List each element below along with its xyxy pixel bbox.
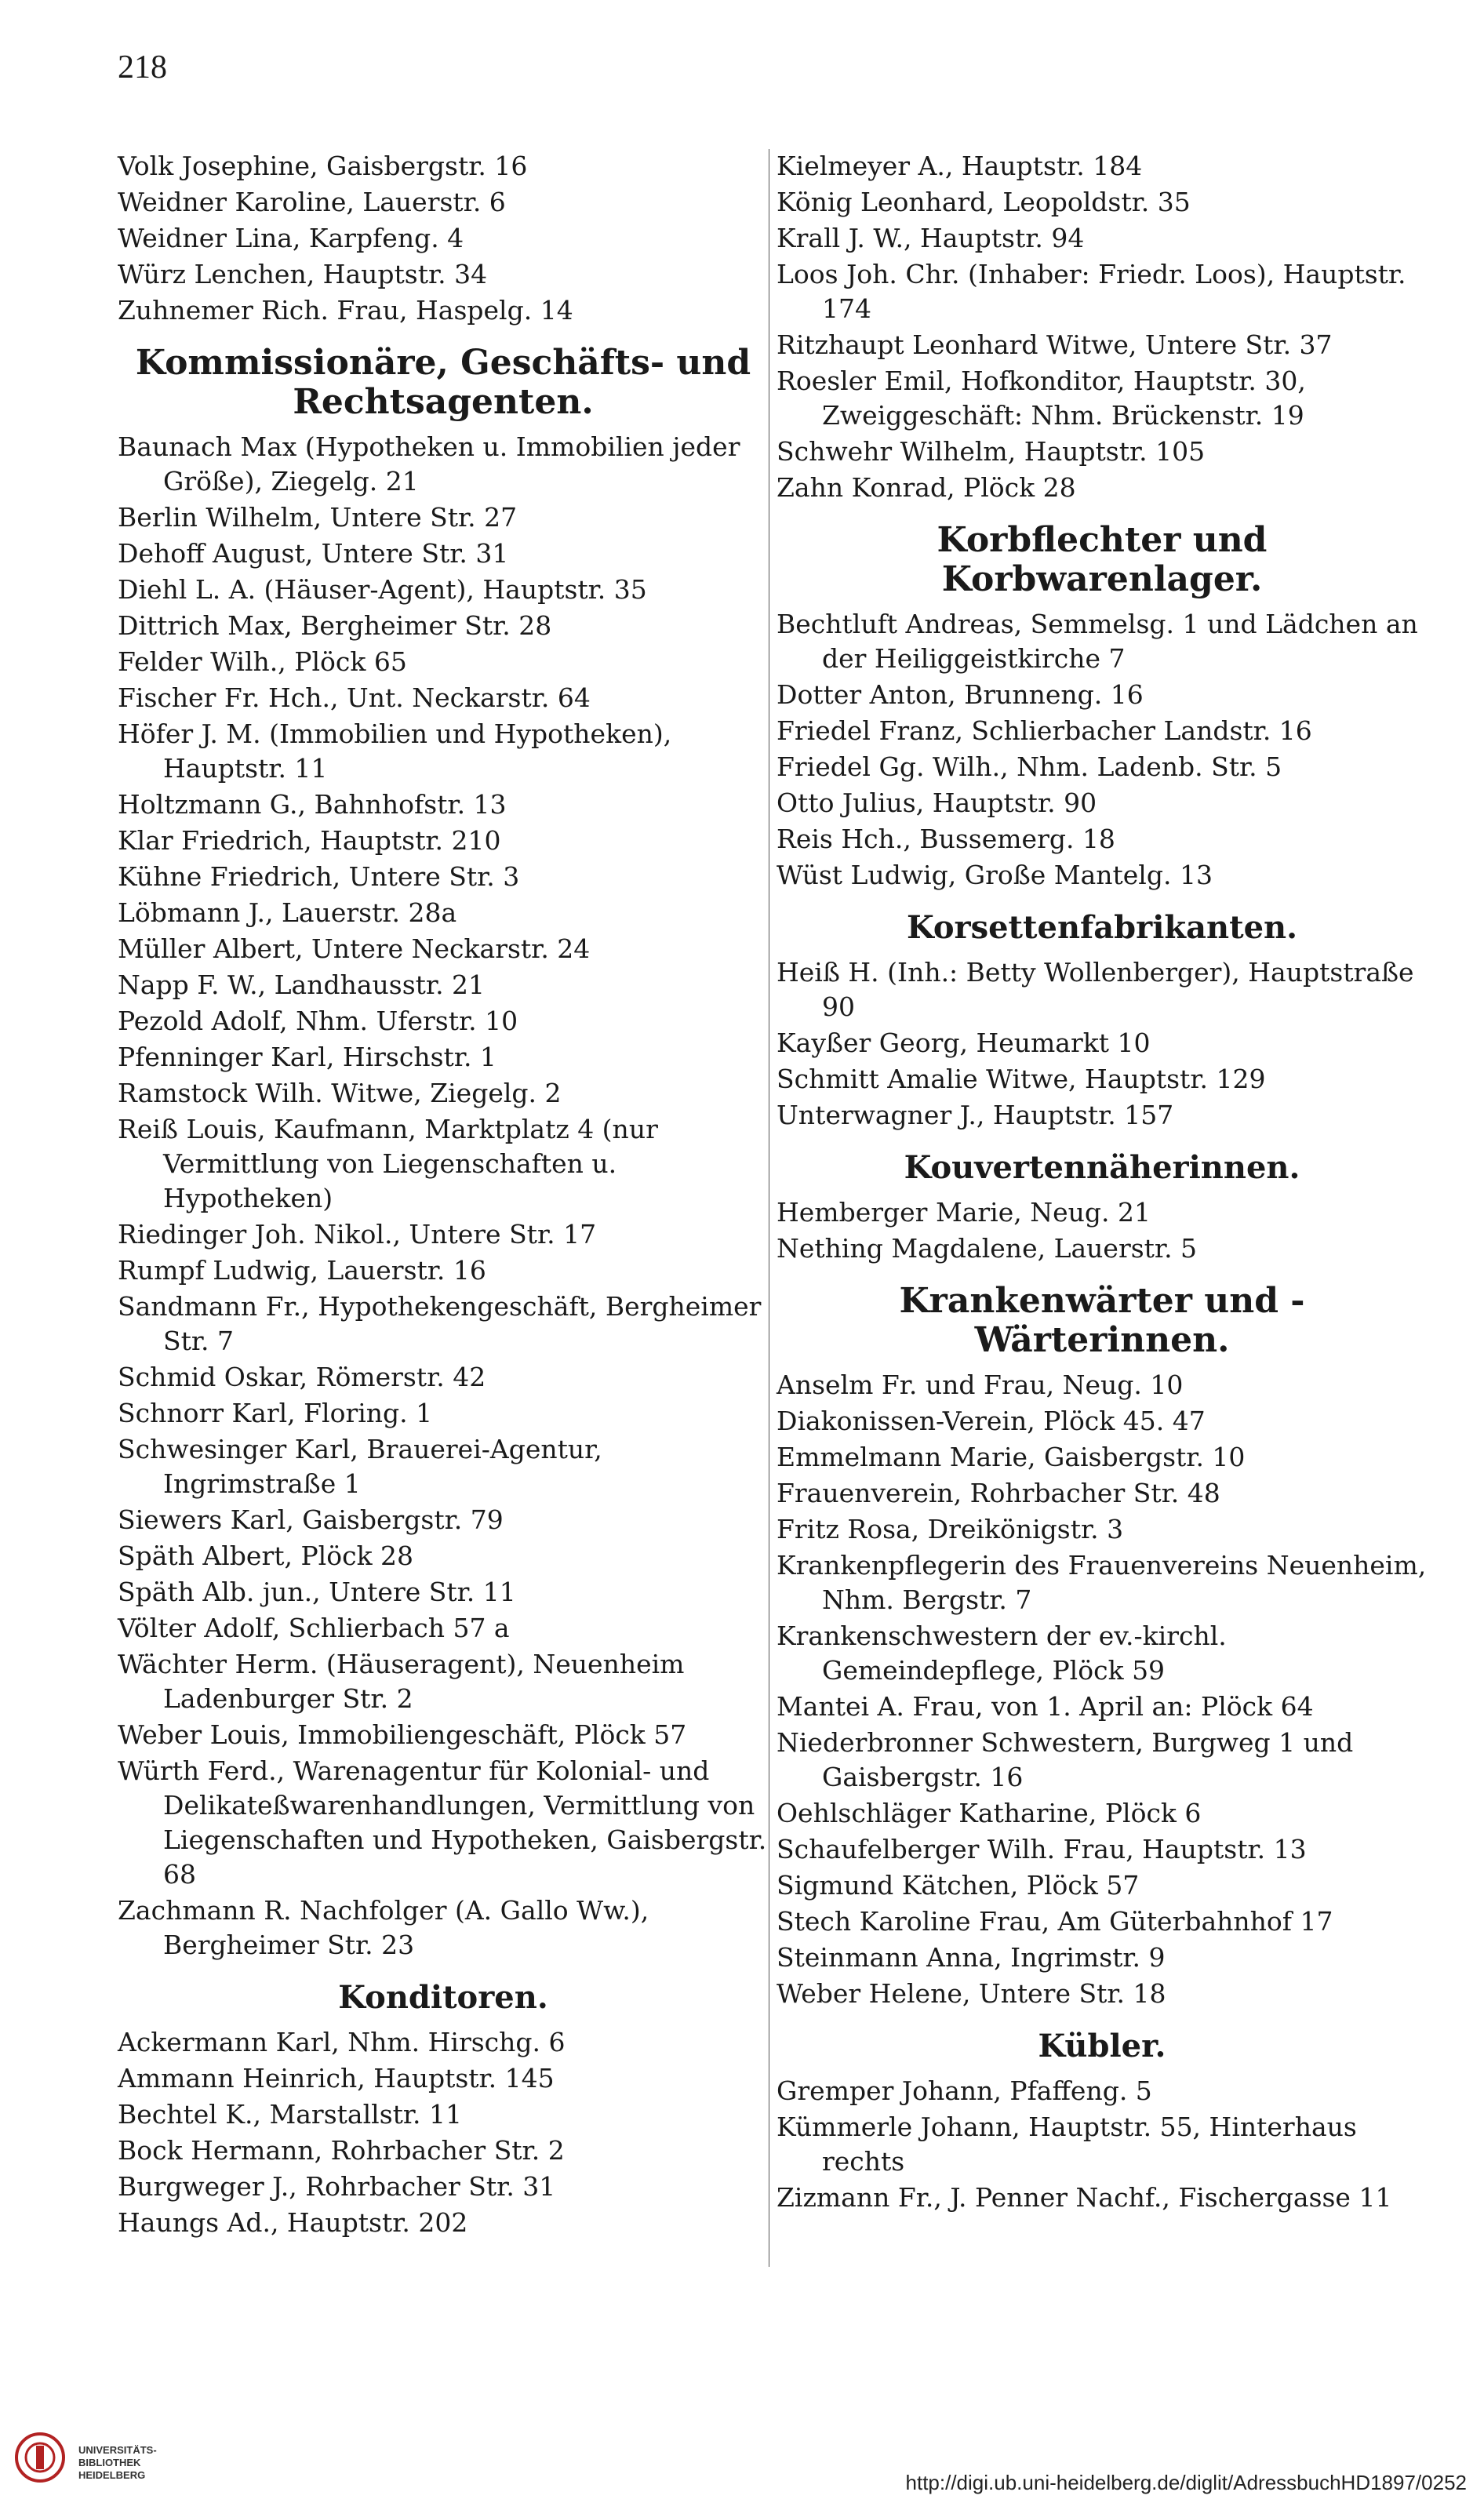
- directory-entry: Schnorr Karl, Floring. 1: [118, 1398, 433, 1428]
- directory-entry: Unterwagner J., Hauptstr. 157: [777, 1100, 1174, 1130]
- directory-entry: Gremper Johann, Pfaffeng. 5: [777, 2075, 1152, 2106]
- section-heading: Kübler.: [1038, 2028, 1166, 2064]
- directory-entry: Krankenpflegerin des Frauenvereins Neuenheim, Nhm. Bergstr. 7: [777, 1550, 1427, 1615]
- directory-entry: Fischer Fr. Hch., Unt. Neckarstr. 64: [118, 682, 591, 713]
- page-number: 218: [118, 49, 167, 85]
- directory-entry: Schwesinger Karl, Brauerei-Agentur, Ingrimstraße 1: [118, 1434, 602, 1499]
- directory-entry: Felder Wilh., Plöck 65: [118, 646, 407, 677]
- directory-entry: Otto Julius, Hauptstr. 90: [777, 788, 1097, 818]
- directory-entry: Krankenschwestern der ev.-kirchl. Gemeindepflege, Plöck 59: [777, 1621, 1227, 1686]
- directory-entry: Diehl L. A. (Häuser-Agent), Hauptstr. 35: [118, 574, 647, 605]
- directory-entry: Zuhnemer Rich. Frau, Haspelg. 14: [118, 295, 573, 326]
- directory-entry: Weidner Karoline, Lauerstr. 6: [118, 187, 506, 217]
- directory-entry: König Leonhard, Leopoldstr. 35: [777, 187, 1191, 217]
- directory-entry: Reiß Louis, Kaufmann, Marktplatz 4 (nur Vermittlung von Liegenschaften u. Hypotheken): [118, 1114, 658, 1213]
- footer: [0, 2424, 1484, 2510]
- directory-entry: Heiß H. (Inh.: Betty Wollenberger), Hauptstraße 90: [777, 957, 1414, 1022]
- directory-entry: Schaufelberger Wilh. Frau, Hauptstr. 13: [777, 1834, 1307, 1864]
- directory-entry: Volk Josephine, Gaisbergstr. 16: [118, 151, 528, 181]
- directory-entry: Völter Adolf, Schlierbach 57 a: [118, 1613, 510, 1643]
- directory-entry: Roesler Emil, Hofkonditor, Hauptstr. 30, Zweiggeschäft: Nhm. Brückenstr. 19: [777, 366, 1306, 431]
- section-heading: Korsettenfabrikanten.: [906, 909, 1298, 946]
- directory-entry: Ramstock Wilh. Witwe, Ziegelg. 2: [118, 1078, 562, 1108]
- directory-entry: Hemberger Marie, Neug. 21: [777, 1197, 1151, 1228]
- directory-entry: Klar Friedrich, Hauptstr. 210: [118, 825, 501, 856]
- directory-entry: Wächter Herm. (Häuseragent), Neuenheim Ladenburger Str. 2: [118, 1649, 685, 1714]
- directory-entry: Bock Hermann, Rohrbacher Str. 2: [118, 2135, 565, 2166]
- directory-entry: Burgweger J., Rohrbacher Str. 31: [118, 2171, 556, 2202]
- directory-entry: Pezold Adolf, Nhm. Uferstr. 10: [118, 1006, 518, 1036]
- directory-entry: Steinmann Anna, Ingrimstr. 9: [777, 1942, 1166, 1973]
- directory-entry: Späth Alb. jun., Untere Str. 11: [118, 1577, 516, 1607]
- directory-entry: Schwehr Wilhelm, Hauptstr. 105: [777, 436, 1206, 467]
- directory-entry: Oehlschläger Katharine, Plöck 6: [777, 1798, 1202, 1828]
- directory-entry: Holtzmann G., Bahnhofstr. 13: [118, 789, 507, 820]
- directory-entry: Fritz Rosa, Dreikönigstr. 3: [777, 1514, 1124, 1544]
- directory-entry: Ackermann Karl, Nhm. Hirschg. 6: [118, 2027, 566, 2057]
- directory-entry: Zachmann R. Nachfolger (A. Gallo Ww.), Bergheimer Str. 23: [118, 1895, 649, 1960]
- university-seal-icon: [13, 2430, 67, 2485]
- directory-entry: Baunach Max (Hypotheken u. Immobilien jeder Größe), Ziegelg. 21: [118, 431, 740, 497]
- directory-entry: Sandmann Fr., Hypothekengeschäft, Bergheimer Str. 7: [118, 1291, 762, 1356]
- section-heading: Kommissionäre, Geschäfts- und Rechtsagenten.: [135, 343, 751, 422]
- directory-entry: Friedel Gg. Wilh., Nhm. Ladenb. Str. 5: [777, 751, 1282, 782]
- directory-entry: Niederbronner Schwestern, Burgweg 1 und Gaisbergstr. 16: [777, 1727, 1354, 1792]
- directory-entry: Anselm Fr. und Frau, Neug. 10: [777, 1370, 1184, 1400]
- directory-entry: Napp F. W., Landhausstr. 21: [118, 969, 486, 1000]
- library-name-line: UNIVERSITÄTS-: [78, 2444, 157, 2456]
- directory-entry: Emmelmann Marie, Gaisbergstr. 10: [777, 1442, 1246, 1472]
- directory-entry: Bechtel K., Marstallstr. 11: [118, 2099, 463, 2130]
- directory-entry: Kayßer Georg, Heumarkt 10: [777, 1028, 1151, 1058]
- directory-entry: Bechtluft Andreas, Semmelsg. 1 und Lädchen an der Heiliggeistkirche 7: [777, 609, 1418, 674]
- section-heading: Kouvertennäherinnen.: [904, 1149, 1300, 1186]
- directory-entry: Frauenverein, Rohrbacher Str. 48: [777, 1478, 1220, 1508]
- directory-entry: Ammann Heinrich, Hauptstr. 145: [118, 2063, 555, 2093]
- directory-entry: Loos Joh. Chr. (Inhaber: Friedr. Loos), Hauptstr. 174: [777, 259, 1406, 324]
- directory-entry: Löbmann J., Lauerstr. 28a: [118, 897, 457, 928]
- directory-entry: Kühne Friedrich, Untere Str. 3: [118, 861, 520, 892]
- directory-entry: Weber Helene, Untere Str. 18: [777, 1978, 1166, 2009]
- right-column: [777, 149, 1428, 2217]
- directory-entry: Höfer J. M. (Immobilien und Hypotheken), Hauptstr. 11: [118, 718, 672, 784]
- directory-entry: Weber Louis, Immobiliengeschäft, Plöck 57: [118, 1719, 687, 1750]
- directory-entry: Wüst Ludwig, Große Mantelg. 13: [777, 860, 1213, 890]
- directory-entry: Reis Hch., Bussemerg. 18: [777, 824, 1115, 854]
- section-heading: Krankenwärter und -Wärterinnen.: [899, 1281, 1305, 1360]
- directory-entry: Rumpf Ludwig, Lauerstr. 16: [118, 1255, 486, 1286]
- library-name-line: BIBLIOTHEK: [78, 2457, 141, 2468]
- directory-entry: Stech Karoline Frau, Am Güterbahnhof 17: [777, 1906, 1333, 1937]
- left-column: [118, 149, 769, 2242]
- directory-entry: Berlin Wilhelm, Untere Str. 27: [118, 502, 518, 533]
- directory-entry: Sigmund Kätchen, Plöck 57: [777, 1870, 1140, 1901]
- directory-entry: Mantei A. Frau, von 1. April an: Plöck 64: [777, 1691, 1314, 1722]
- directory-entry: Kielmeyer A., Hauptstr. 184: [777, 151, 1143, 181]
- directory-entry: Dotter Anton, Brunneng. 16: [777, 679, 1144, 710]
- directory-entry: Schmid Oskar, Römerstr. 42: [118, 1362, 486, 1392]
- directory-entry: Diakonissen-Verein, Plöck 45. 47: [777, 1406, 1206, 1436]
- directory-entry: Zizmann Fr., J. Penner Nachf., Fischergasse 11: [777, 2182, 1392, 2213]
- directory-entry: Späth Albert, Plöck 28: [118, 1541, 414, 1571]
- directory-entry: Dittrich Max, Bergheimer Str. 28: [118, 610, 552, 641]
- directory-entry: Weidner Lina, Karpfeng. 4: [118, 223, 464, 253]
- directory-entry: Ritzhaupt Leonhard Witwe, Untere Str. 37: [777, 329, 1333, 360]
- library-name-line: HEIDELBERG: [78, 2469, 146, 2481]
- directory-entry: Krall J. W., Hauptstr. 94: [777, 223, 1085, 253]
- directory-entry: Müller Albert, Untere Neckarstr. 24: [118, 933, 591, 964]
- library-name: [78, 2444, 157, 2482]
- directory-entry: Zahn Konrad, Plöck 28: [777, 472, 1076, 503]
- section-heading: Konditoren.: [338, 1979, 548, 2016]
- directory-entry: Haungs Ad., Hauptstr. 202: [118, 2207, 468, 2238]
- directory-entry: Friedel Franz, Schlierbacher Landstr. 16: [777, 715, 1312, 746]
- directory-entry: Nething Magdalene, Lauerstr. 5: [777, 1233, 1198, 1264]
- directory-entry: Kümmerle Johann, Hauptstr. 55, Hinterhaus rechts: [777, 2112, 1357, 2177]
- directory-entry: Pfenninger Karl, Hirschstr. 1: [118, 1042, 496, 1072]
- directory-entry: Würth Ferd., Warenagentur für Kolonial- und Delikateßwarenhandlungen, Vermittlung von Liegenschaften und Hypotheken, Gaisbergstr. 68: [118, 1755, 767, 1890]
- directory-entry: Schmitt Amalie Witwe, Hauptstr. 129: [777, 1064, 1266, 1094]
- directory-entry: Dehoff August, Untere Str. 31: [118, 538, 509, 569]
- section-heading: Korbflechter und Korbwarenlager.: [937, 520, 1268, 599]
- directory-entry: Würz Lenchen, Hauptstr. 34: [118, 259, 488, 289]
- directory-entry: Riedinger Joh. Nikol., Untere Str. 17: [118, 1219, 597, 1250]
- source-url[interactable]: http://digi.ub.uni-heidelberg.de/diglit/AdressbuchHD1897/0252: [905, 2471, 1467, 2494]
- directory-entry: Siewers Karl, Gaisbergstr. 79: [118, 1504, 504, 1535]
